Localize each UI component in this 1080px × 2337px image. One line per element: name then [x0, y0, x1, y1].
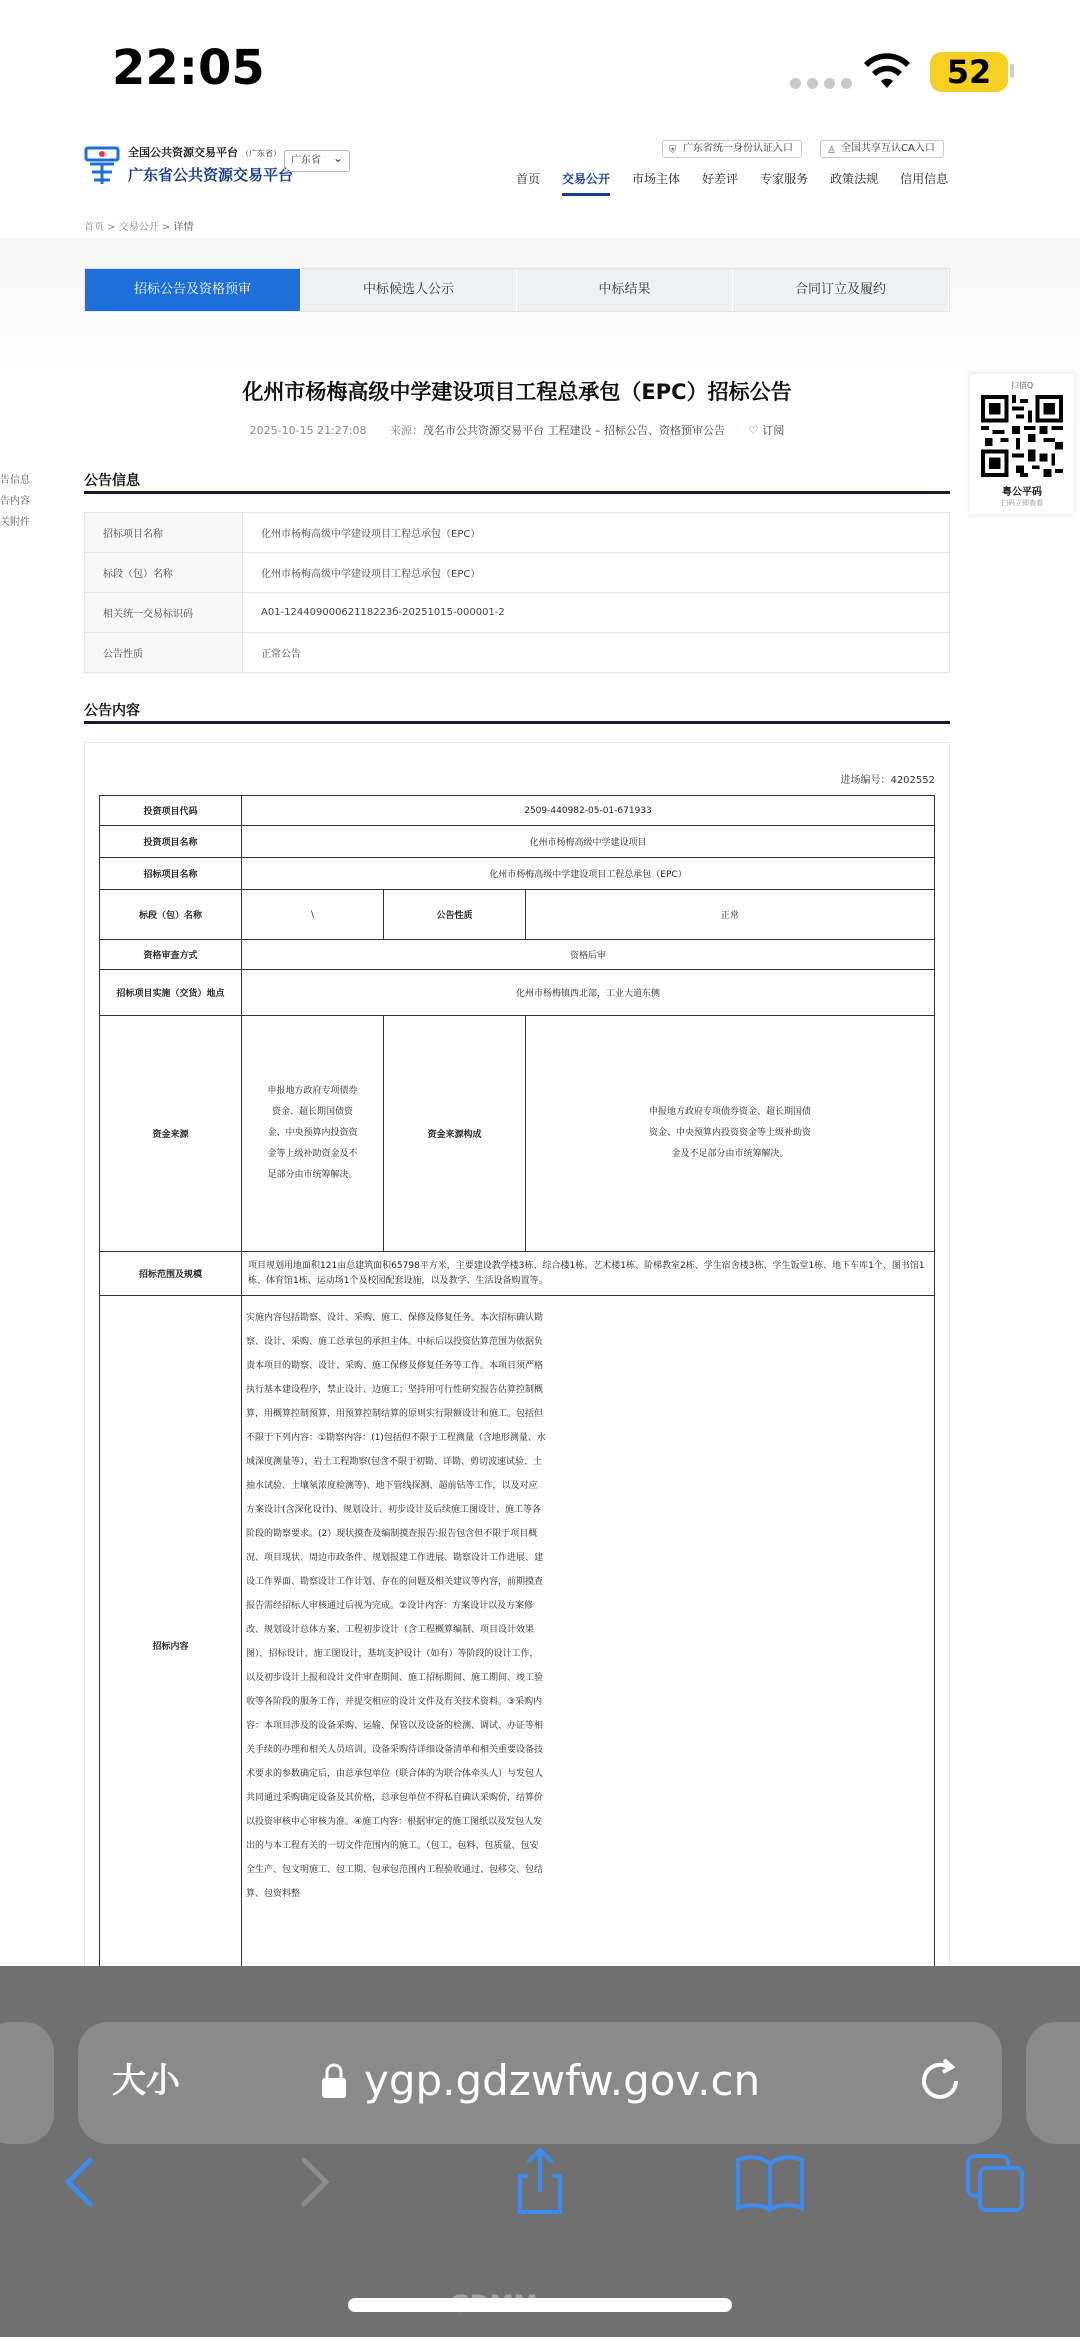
nav-trading[interactable]: 交易公开 [551, 166, 621, 196]
announcement-table [99, 795, 935, 1972]
cell-key: 公告性质 [384, 890, 526, 940]
cell-key: 招标内容 [100, 1296, 242, 1973]
breadcrumb-current: 详情 [173, 222, 194, 233]
cell-key: 资金来源 [100, 1016, 242, 1252]
site-header [0, 130, 1080, 200]
source-label: 来源： [389, 424, 423, 437]
reload-icon[interactable] [918, 2026, 966, 2136]
qr-code-image [981, 395, 1063, 477]
province-select[interactable]: 广东省 ⌄ [284, 150, 350, 172]
info-section-heading: 公告信息 [84, 470, 950, 494]
cell-value: 项目规划用地面积121亩总建筑面积65798平方米，主要建设教学楼3栋、综合楼1栋、艺术楼1栋、阶梯教室2栋、学生宿舍楼3栋、学生饭堂1栋、地下车库1个、图书馆1栋、体育馆1栋、运动场1个及校园配套设施，以及教学、生活设备购置等。 [242, 1252, 935, 1296]
cell-value: \ [242, 890, 384, 940]
qr-sub: 扫码立即查看 [1001, 499, 1043, 507]
platform-logo-icon[interactable] [84, 144, 120, 186]
home-indicator [348, 2298, 732, 2312]
breadcrumb-home[interactable]: 首页 [84, 222, 104, 233]
announcement-content [84, 742, 950, 1972]
page-title: 化州市杨梅高级中学建设项目工程总承包（EPC）招标公告 [242, 380, 792, 404]
bookmarks-icon[interactable] [734, 2148, 806, 2216]
cell-value: 化州市杨梅高级中学建设项目 [242, 826, 935, 858]
cell-value: 化州市杨梅高级中学建设项目工程总承包（EPC） [242, 858, 935, 890]
breadcrumb-trading[interactable]: 交易公开 [118, 222, 159, 233]
lock-icon [318, 2030, 350, 2128]
cell-key: 标段（包）名称 [100, 890, 242, 940]
shield-icon: ⛨ [669, 145, 677, 156]
back-icon[interactable] [58, 2148, 102, 2216]
next-tab-pill[interactable] [1026, 2022, 1080, 2144]
forward-icon[interactable] [292, 2148, 336, 2216]
cell-key: 投资项目代码 [100, 796, 242, 826]
breadcrumb: 首页 > 交易公开 > 详情 [84, 222, 194, 233]
cell-value [242, 1296, 935, 1973]
cell-key: 资格审查方式 [100, 940, 242, 970]
side-anchor-info[interactable]: 告信息 [0, 475, 30, 486]
logo-line2: 广东省公共资源交易平台 [128, 166, 294, 184]
tabs-icon[interactable] [964, 2148, 1028, 2216]
text-size-button[interactable]: 大小 [112, 2061, 180, 2101]
cell-value: 申报地方政府专项债券资金、超长期国债资金、中央预算内投资资金等上级补助资金及不足部分由市统筹解决。 [242, 1016, 384, 1252]
logo-line1: 全国公共资源交易平台 （广东省） [128, 146, 281, 159]
tab-results[interactable]: 中标结果 [517, 269, 733, 311]
notice-tabs [84, 268, 950, 312]
cell-value: 申报地方政府专项债券资金、超长期国债资金、中央预算内投资资金等上级补助资金及不足部分由市统筹解决。 [526, 1016, 935, 1252]
nav-policy[interactable]: 政策法规 [830, 172, 879, 186]
cell-value: 资格后审 [242, 940, 935, 970]
battery-tip [1010, 64, 1014, 78]
info-table [84, 512, 950, 673]
watermark-text: GDMM [450, 2290, 538, 2318]
cellular-signal-icon [790, 78, 852, 89]
publish-date: 2025-10-15 21:27:08 [249, 424, 367, 437]
table-row: 相关统一交易标识码 A01-12440900062118223б-20251015-000001-2 [85, 593, 950, 633]
source-name: 茂名市公共资源交易平台 [422, 424, 544, 437]
url-text[interactable]: ygp.gdzwfw.gov.cn [364, 2056, 761, 2105]
project-number: 进场编号：4202552 [840, 775, 935, 786]
cell-key: 招标项目实施（交货）地点 [100, 970, 242, 1016]
ca-entry-link[interactable]: ♙ 全国共享互认CA入口 [820, 140, 944, 158]
cell-key: 投资项目名称 [100, 826, 242, 858]
side-anchor-content[interactable]: 告内容 [0, 496, 30, 507]
status-bar [0, 0, 1080, 130]
nav-credit[interactable]: 信用信息 [900, 172, 949, 186]
tender-content-text: 实施内容包括勘察、设计、采购、施工、保修及修复任务。本次招标确认勘察、设计、采购、施工总承包的承担主体。中标后以投资估算范围为依据负责本项目的勘察、设计、采购、施工保修及修复任务等工作。本项目须严格执行基本建设程序，禁止设计、边施工；坚持用可行性研究报告估算控制概算，用概算控制预算，用预算控制结算的原则实行限额设计和施工。包括但不限于下列内容：①勘察内容：(1)包括但不限于工程测量（含地形测量、水域深度测量等），岩土工程勘察(包含不限于初勘、详勘、剪切波速试验、土抽水试验、土壤氡浓度检测等)、地下管线探测、超前钻等工作，以及对应方案设计(含深化设计)、规划设计、初步设计及后续施工图设计、施工等各阶段的勘察要求。(2）现状摸查及编制摸查报告:报告包含但不限于项目概况、项目现状、周边市政条件、规划报建工作进展、勘察设计工作进展、建设工作界面、勘察设计工作计划、存在的问题及相关建议等内容，前期摸查报告需经招标人审核通过后视为完成。②设计内容：方案设计以及方案修改、规划设计总体方案、工程初步设计（含工程概算编制、项目设计效果图），招标设计、施工图设计，基坑支护设计（如有）等阶段的设计工作，以及初步设计上报和设计文件审查期间、施工招标期间、施工期间、竣工验收等各阶段的服务工作，并提交相应的设计文件及有关技术资料。③采购内容：本项目涉及的设备采购、运输、保管以及设备的检测、调试、办证等相关手续的办理和相关人员培训。设备采购待详细设备清单和相关重要设备技术要求的参数确定后，由总承包单位（联合体的为联合体牵头人）与发包人共同通过采购确定设备及其价格，总承包单位不得私自确认采购价，结算价以投资审核中心审核为准。④施工内容：根据审定的施工图纸以及发包人发出的与本工程有关的一切文件范围内的施工。（包工、包料、包质量、包安全生产、包文明施工、包工期、包承包范围内工程验收通过、包移交、包结算、包资料整 [246, 1313, 546, 1899]
main-nav [505, 166, 959, 196]
nav-rating[interactable]: 好差评 [702, 172, 739, 186]
qr-code-panel[interactable] [970, 374, 1074, 514]
subscribe-button[interactable]: ♡ 订阅 [748, 424, 785, 437]
cell-key: 招标项目名称 [100, 858, 242, 890]
cell-key: 招标范围及规模 [100, 1252, 242, 1296]
previous-tab-pill[interactable] [0, 2022, 54, 2144]
nav-home[interactable]: 首页 [516, 172, 541, 186]
share-icon[interactable] [508, 2148, 572, 2216]
cell-value: 正常 [526, 890, 935, 940]
table-row: 招标项目名称 化州市杨梅高级中学建设项目工程总承包（EPC） [85, 513, 950, 553]
side-anchor-nav [0, 470, 30, 533]
nav-market[interactable]: 市场主体 [632, 172, 681, 186]
qr-label: 粤公平码 [1002, 487, 1042, 498]
cell-value: 2509-440982-05-01-671933 [242, 796, 935, 826]
cell-key: 资金来源构成 [384, 1016, 526, 1252]
user-icon: ♙ [827, 145, 836, 156]
tab-tender-notice[interactable]: 招标公告及资格预审 [85, 269, 301, 311]
heart-icon: ♡ [748, 424, 759, 437]
tab-candidates[interactable]: 中标候选人公示 [301, 269, 517, 311]
status-time: 22:05 [112, 40, 265, 96]
cell-value: 化州市杨梅镇西北部，工业大道东侧 [242, 970, 935, 1016]
table-row: 标段（包）名称 化州市杨梅高级中学建设项目工程总承包（EPC） [85, 553, 950, 593]
tab-contract[interactable]: 合同订立及履约 [733, 269, 949, 311]
content-section-heading: 公告内容 [84, 700, 950, 724]
identity-auth-link[interactable]: ⛨ 广东省统一身份认证入口 [662, 140, 802, 158]
battery-icon: 52 [930, 52, 1008, 92]
source-category: 工程建设 – 招标公告、资格预审公告 [547, 424, 725, 437]
nav-expert[interactable]: 专家服务 [760, 172, 809, 186]
wifi-icon [862, 52, 912, 92]
table-row: 公告性质 正常公告 [85, 633, 950, 673]
qr-top-text: 扫描Q [1010, 381, 1034, 390]
announcement-meta [84, 422, 950, 438]
side-anchor-attachments[interactable]: 关附件 [0, 517, 30, 528]
